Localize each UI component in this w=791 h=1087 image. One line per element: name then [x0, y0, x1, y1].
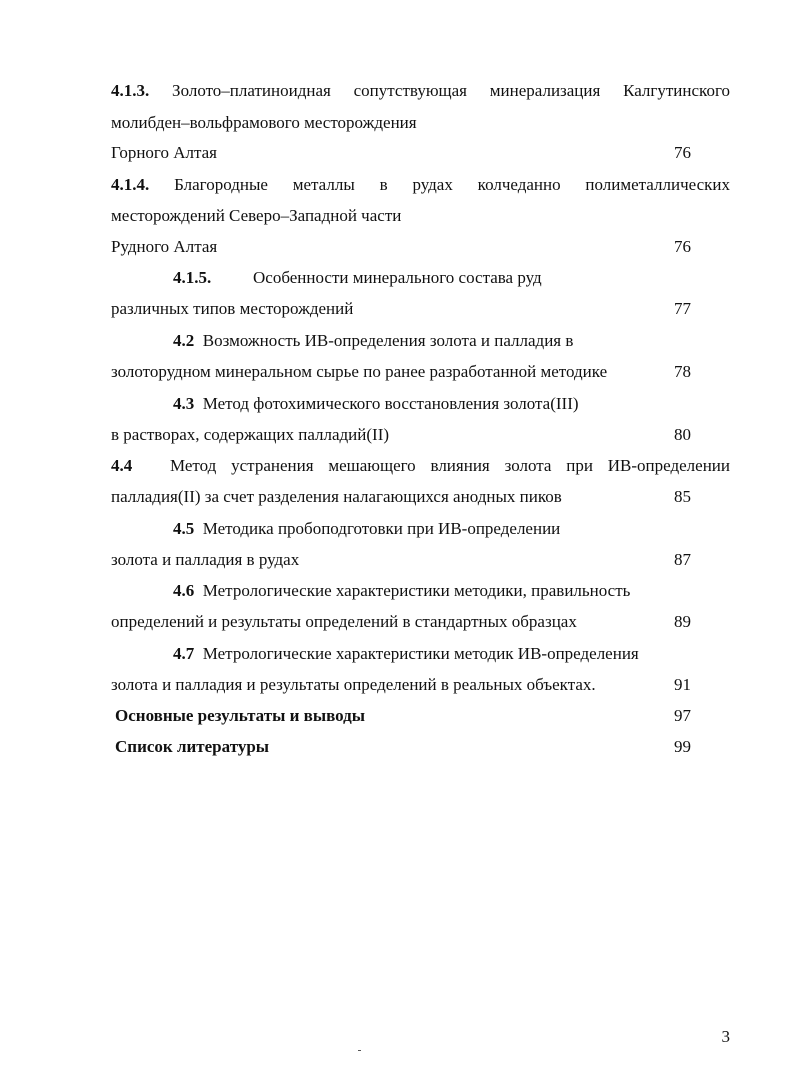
toc-entry-number: 4.1.5.: [173, 268, 212, 287]
toc-entry-number: 4.1.4.: [111, 175, 150, 194]
toc-page-number: 99: [674, 737, 691, 756]
toc-entry-4-6-line1: [173, 581, 630, 601]
toc-page-number: 77: [674, 299, 691, 318]
toc-entry-4-2-line1: [173, 331, 573, 351]
toc-page-number: 87: [674, 550, 691, 569]
toc-page-number: 76: [674, 237, 691, 256]
toc-entry-4-1-3-line3: Горного Алтая: [111, 143, 217, 162]
scan-speck: [358, 1050, 361, 1051]
toc-entry-4-1-4-line2: месторождений Северо–Западной части: [111, 206, 402, 225]
toc-entry-number: 4.2: [173, 331, 195, 350]
toc-entry-4-5-line1: [173, 519, 560, 539]
toc-page-number: 80: [674, 425, 691, 444]
toc-entry-4-5-line2: золота и палладия в рудах: [111, 550, 300, 569]
toc-entry-title: Метод фотохимического восстановления золота(III): [202, 394, 579, 413]
toc-entry-4-7-line2: золота и палладия и результаты определений в реальных объектах.: [111, 675, 596, 694]
toc-entry-references: Список литературы: [115, 737, 270, 756]
toc-entry-number: 4.1.3.: [111, 81, 150, 100]
toc-page-number: 91: [674, 675, 691, 694]
toc-entry-conclusions: Основные результаты и выводы: [115, 706, 366, 725]
toc-entry-number: 4.4: [111, 456, 133, 475]
toc-entry-title: Метрологические характеристики методики, правильность: [202, 581, 631, 600]
toc-entry-number: 4.3: [173, 394, 195, 413]
toc-page-number: 78: [674, 362, 691, 381]
toc-page-number: 97: [674, 706, 691, 725]
toc-entry-title: Методика пробоподготовки при ИВ-определении: [202, 519, 561, 538]
toc-entry-4-3-line2: в растворах, содержащих палладий(II): [111, 425, 390, 444]
toc-page-number: 85: [674, 487, 691, 506]
toc-entry-4-6-line2: определений и результаты определений в стандартных образцах: [111, 612, 577, 631]
toc-page-number: 89: [674, 612, 691, 631]
toc-entry-title: Метрологические характеристики методик ИВ-определения: [202, 644, 639, 663]
toc-entry-title: Благородные металлы в рудах колчеданно полиметаллических: [174, 175, 730, 194]
toc-entry-4-1-5-line2: различных типов месторождений: [111, 299, 354, 318]
page-number: 3: [721, 1027, 730, 1046]
toc-entry-4-1-3-line1: [111, 81, 730, 101]
toc-entry-4-3-line1: [173, 394, 579, 414]
toc-entry-title: Особенности минерального состава руд: [253, 268, 542, 287]
toc-entry-number: 4.7: [173, 644, 195, 663]
toc-entry-4-4-line2: палладия(II) за счет разделения налагающихся анодных пиков: [111, 487, 562, 506]
toc-entry-4-7-line1: [173, 644, 639, 664]
toc-entry-4-1-3-line2: молибден–вольфрамового месторождения: [111, 113, 417, 132]
toc-entry-4-1-4-line3: Рудного Алтая: [111, 237, 218, 256]
toc-entry-title: Метод устранения мешающего влияния золота при ИВ-определении: [170, 456, 730, 475]
toc-entry-number: 4.5: [173, 519, 195, 538]
toc-entry-4-2-line2: золоторудном минеральном сырье по ранее разработанной методике: [111, 362, 608, 381]
toc-entry-4-1-4-line1: [111, 175, 730, 195]
toc-page-number: 76: [674, 143, 691, 162]
toc-entry-number: 4.6: [173, 581, 195, 600]
toc-entry-title: Возможность ИВ-определения золота и палладия в: [202, 331, 574, 350]
toc-entry-title: Золото–платиноидная сопутствующая минерализация Калгутинского: [172, 81, 730, 100]
